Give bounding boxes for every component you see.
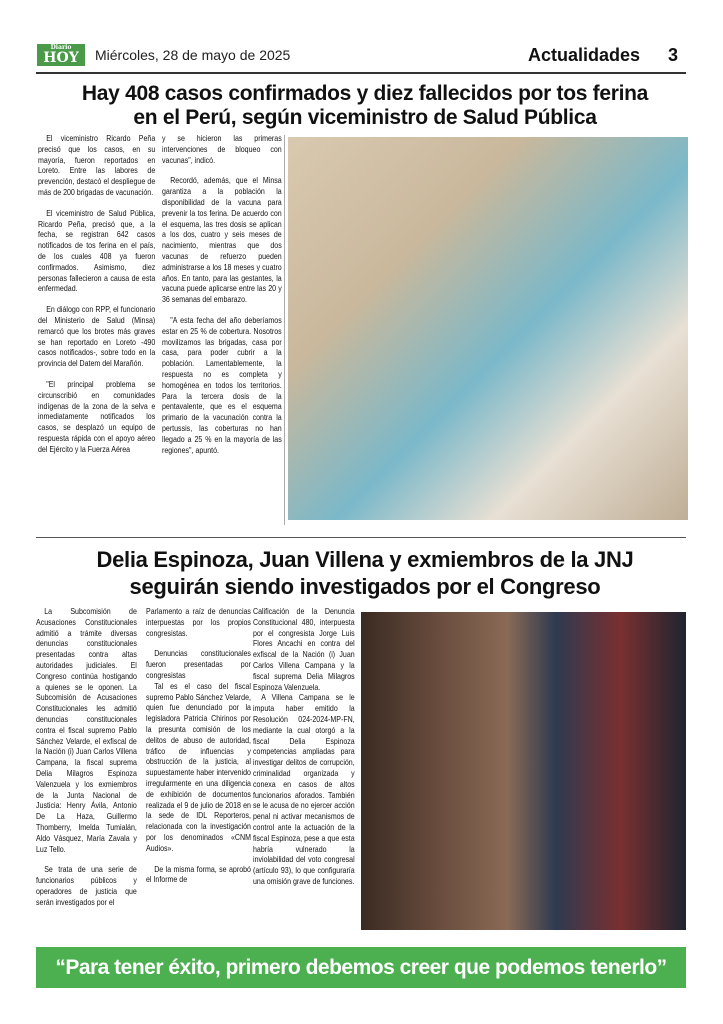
paragraph: Calificación de la Denuncia Constitucional 480, interpuesta por el congresista Jorge Luis Flores Ancachi en contra del exfiscal de la Nación (i) Juan Carlos Villena Campana y la fiscal suprema Delia Milagros Espinoza Valenzuela.: [253, 606, 355, 692]
paragraph: Tal es el caso del fiscal supremo Pablo Sánchez Velarde, quien fue denunciado por la legisladora Patricia Chirinos por la presunta comisión de los delitos de abuso de autoridad, tráfico de influencias y obstrucción de la justicia, al supuestamente haber intervenido irregularmente en una diligencia de exhibición de documentos realizada el 9 de julio de 2018 en la sede de IDL Reporteros, relacionada con la investigación por los denominados «CNM Audios».: [146, 680, 251, 853]
column-divider: [284, 135, 285, 525]
paragraph: En diálogo con RPP, el funcionario del Ministerio de Salud (Minsa) remarcó que los brotes más graves se han reportado en Loreto -490 casos notificados-, sobre todo en la provincia del Datem del Marañón.: [38, 304, 156, 369]
paragraph: El viceministro Ricardo Peña precisó que los casos, en su mayoría, fueron reportados en Loreto. Entre las labores de prevención, destacó el despliegue de más de 200 brigadas de vacunación.: [38, 133, 156, 197]
paragraph: La Subcomisión de Acusaciones Constitucionales admitió a trámite diversas denuncias constitucionales presentadas contra altas autoridades judiciales. El Congreso continúa hostigando a quienes se le oponen. La Subcomisión de Acusaciones Constitucionales les admitió denuncias constitucionales contra el fiscal supremo Pablo Sánchez Velarde, el exfiscal de la Nación (i) Juan Carlos Villena Campana, la fiscal suprema Delia Milagros Espinoza Valenzuela y los exmiembros de la Junta Nacional de Justicia: Henry Ávila, Antonio De La Haza, Guillermo Thomberry, Imelda Tumialán, Aldo Vásquez, María Zavala y Luz Tello.: [36, 606, 137, 854]
article-divider: [36, 537, 686, 538]
paragraph: De la misma forma, se aprobó el Informe de: [146, 863, 251, 885]
paragraph: El viceministro de Salud Pública, Ricardo Peña, precisó que, a la fecha, se registran 642 casos notificados de tos ferina en el país, de los cuales 408 ya fueron confirmados. Asimismo, diez personas fallecieron a causa de esta enfermedad.: [38, 207, 156, 294]
article1-headline: Hay 408 casos confirmados y diez fallecidos por tos ferina en el Perú, según viceministro de Salud Pública: [81, 82, 649, 129]
paragraph: Se trata de una serie de funcionarios públicos y operadores de justicia que serán investigados por el: [36, 864, 137, 907]
article2-column-2: [146, 606, 251, 895]
paragraph: Recordó, además, que el Minsa garantiza a la población la disponibilidad de la vacuna para prevenir la tos ferina. De acuerdo con el esquema, las tres dosis se aplican a los dos, cuatro y seis meses de nacimiento, mientras que dos vacunas de refuerzo pueden administrarse a los 18 meses y cuatro años. En tanto, para las gestantes, la vacuna puede aplicarse entre las 20 y 36 semanas del embarazo.: [162, 175, 282, 305]
paragraph: Parlamento a raíz de denuncias interpuestas por los propios congresistas.: [146, 606, 251, 638]
subheading: Denuncias constitucionales fueron presentadas por congresistas: [146, 648, 251, 680]
issue-date: Miércoles, 28 de mayo de 2025: [95, 47, 291, 63]
section-title: Actualidades: [528, 45, 641, 65]
officials-portrait-photo: [361, 612, 686, 930]
newspaper-logo: [37, 44, 85, 66]
article2-column-3: [253, 606, 355, 897]
page-number: 3: [668, 45, 679, 65]
header-rule: [36, 72, 686, 74]
article2-headline: Delia Espinoza, Juan Villena y exmiembros de la JNJ seguirán siendo investigados por el Congreso: [96, 547, 634, 599]
logo-small-text: Diario: [50, 44, 72, 51]
paragraph: "El principal problema se circunscribió en comunidades indígenas de la zona de la selva e inmediatamente notificados los casos, se desplazó un equipo de respuesta rápida con el apoyo aéreo del Ejército y la Fuerza Aérea: [38, 378, 156, 454]
paragraph: A Villena Campana se le imputa haber emitido la Resolución 024-2024-MP-FN, mediante la cual otorgó a la fiscal Delia Espinoza competencias ampliadas para investigar delitos de corrupción, criminalidad organizada y conexa en casos de altos funcionarios aforados. También se le acusa de no ejercer acción penal ni activar mecanismos de control ante la actuación de la fiscal Espinoza, pese a que esta habría vulnerado la inviolabilidad del voto congresal (artículo 93), lo que configuraría una omisión grave de funciones.: [253, 692, 355, 886]
article1-column-1: [38, 133, 155, 465]
article1-column-2: [162, 133, 282, 465]
quote-banner: “Para tener éxito, primero debemos creer que podemos tenerlo”: [36, 947, 686, 988]
article2-column-1: [36, 606, 137, 918]
paragraph: "A esta fecha del año deberíamos estar en 25 % de cobertura. Nosotros movilizamos las brigadas, casa por casa, para poder cubrir a la población. Lamentablemente, la respuesta no es completa y homogénea en todos los territorios. Para la tercera dosis de la pentavalente, que es el esquema primario de la vacunación contra la pertussis, las coberturas no han llegado a 25 % en la mayoría de las regiones", apuntó.: [162, 314, 282, 455]
logo-big-text: HOY: [43, 50, 79, 66]
paragraph: y se hicieron las primeras intervenciones de bloqueo con vacunas", indicó.: [162, 133, 282, 165]
health-worker-vaccination-photo: [288, 137, 688, 520]
